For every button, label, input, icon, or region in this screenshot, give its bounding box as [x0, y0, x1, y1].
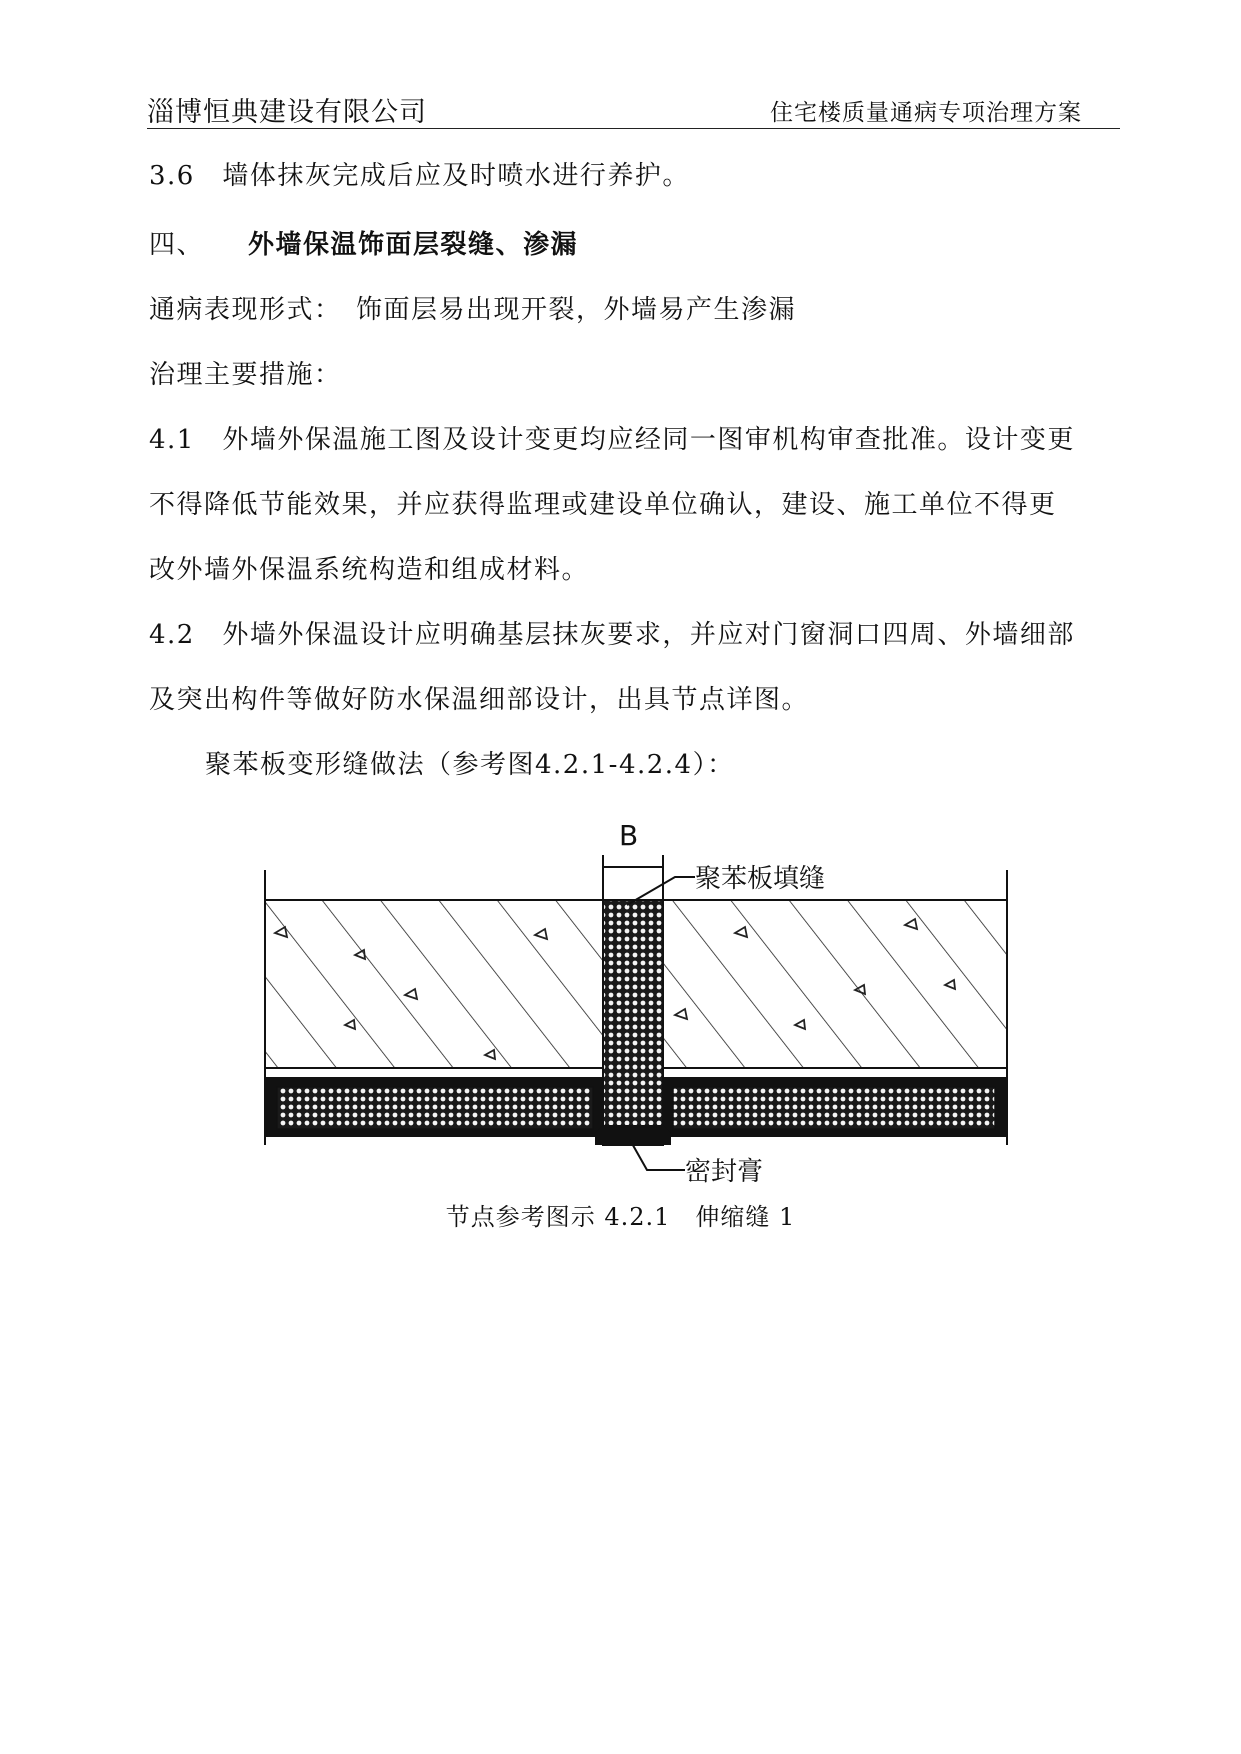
measures-label: 治理主要措施：	[149, 360, 342, 390]
label-sealant: 密封膏	[685, 1157, 764, 1185]
page-header	[147, 84, 1120, 129]
figure-caption: 节点参考图示 4.2.1 伸缩缝 1	[445, 1203, 796, 1231]
right-wall-block	[663, 900, 1007, 1068]
item-4-1-line-2: 不得降低节能效果，并应获得监理或建设单位确认，建设、施工单位不得更	[149, 490, 1057, 520]
section-title: 外墙保温饰面层裂缝、渗漏	[248, 230, 579, 260]
item-3-6: 3.6 墙体抹灰完成后应及时喷水进行养护。	[149, 161, 690, 191]
item-4-1-line-1: 4.1 外墙外保温施工图及设计变更均应经同一图审机构审查批准。设计变更	[149, 425, 1075, 455]
item-4-1-line-3: 改外墙外保温系统构造和组成材料。	[149, 555, 590, 585]
dim-label-b: B	[619, 819, 639, 852]
section-4-heading	[149, 229, 578, 261]
method-intro: 聚苯板变形缝做法（参考图4.2.1-4.2.4）：	[205, 750, 735, 780]
polystyrene-joint-filler	[603, 900, 663, 1145]
left-wall-block	[265, 900, 603, 1068]
company-name: 淄博恒典建设有限公司	[147, 97, 427, 128]
symptom-line: 通病表现形式： 饰面层易出现开裂，外墙易产生渗漏	[149, 295, 797, 325]
expansion-joint-diagram	[255, 815, 1035, 1185]
item-4-2-line-2: 及突出构件等做好防水保温细部设计，出具节点详图。	[149, 685, 810, 715]
sealant	[595, 1125, 671, 1145]
section-number: 四、	[149, 230, 205, 260]
item-4-2-line-1: 4.2 外墙外保温设计应明确基层抹灰要求，并应对门窗洞口四周、外墙细部	[149, 620, 1075, 650]
document-title: 住宅楼质量通病专项治理方案	[770, 100, 1082, 126]
label-polystyrene-filler: 聚苯板填缝	[695, 864, 826, 894]
